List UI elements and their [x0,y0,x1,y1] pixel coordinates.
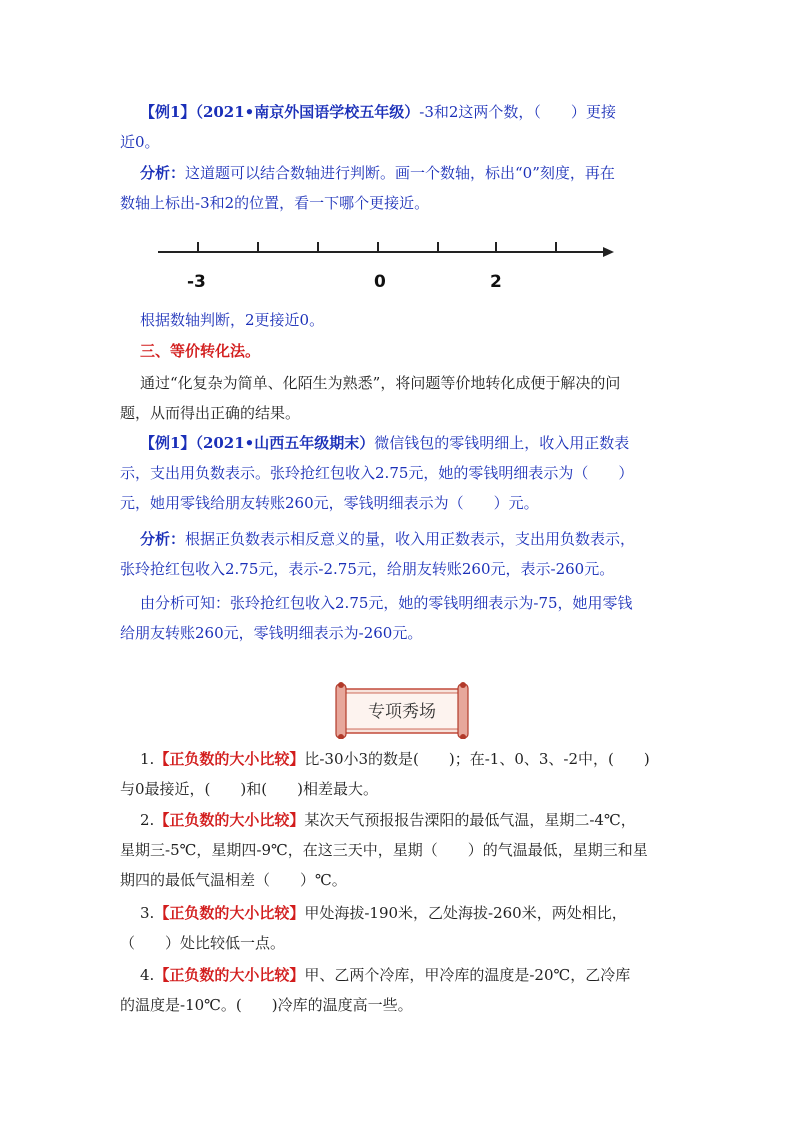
example-2-line3: 元，她用零钱给朋友转账260元，零钱明细表示为（ ）元。 [120,494,539,512]
exercise-3-num: 3. [140,904,155,922]
exercise-3 [120,898,675,958]
exercise-2 [120,805,675,895]
example-1-text-part1: -3和2这两个数，（ ）更接 [419,103,616,121]
exercise-1 [120,744,675,804]
exercise-2-line3: 期四的最低气温相差（ ）℃。 [120,871,347,889]
conclusion-2-line1: 由分析可知：张玲抢红包收入2.75元，她的零钱明细表示为-75，她用零钱 [140,594,633,612]
number-line [0,236,793,296]
analysis-2-label: 分析： [140,530,186,548]
analysis-2-line1: 根据正负数表示相反意义的量，收入用正数表示，支出用负数表示， [185,530,636,548]
exercise-1-line2: 与0最接近，( )和( )相差最大。 [120,780,378,798]
analysis-1-line1: 这道题可以结合数轴进行判断。画一个数轴，标出“0”刻度，再在 [185,164,615,182]
exercise-4 [120,960,675,1020]
section-3-body [120,368,675,428]
example-2-source: （2021•山西五年级期末） [195,434,375,452]
axis-label-neg3: -3 [187,272,206,292]
exercise-1-num: 1. [140,750,155,768]
exercise-3-tag: 【正负数的大小比较】 [154,904,305,922]
section-3-line1: 通过“化复杂为简单、化陌生为熟悉”，将问题等价地转化成便于解决的问 [140,374,621,392]
example-1-question [120,97,675,157]
exercise-4-tag: 【正负数的大小比较】 [154,966,305,984]
exercise-2-tag: 【正负数的大小比较】 [154,811,305,829]
analysis-1 [120,158,675,218]
example-2-line1: 微信钱包的零钱明细上，收入用正数表 [374,434,630,452]
conclusion-1: 根据数轴判断，2更接近0。 [140,311,325,329]
analysis-1-line2: 数轴上标出-3和2的位置，看一下哪个更接近。 [120,194,430,212]
axis-label-0: 0 [374,272,386,292]
exercise-4-num: 4. [140,966,155,984]
example-2-label: 【例1】 [140,434,196,452]
exercise-1-tag: 【正负数的大小比较】 [154,750,305,768]
example-1-source: （2021•南京外国语学校五年级） [195,103,420,121]
banner-title: 专项秀场 [368,702,436,722]
analysis-1-label: 分析： [140,164,186,182]
example-1-text-part2: 近0。 [120,133,160,151]
exercise-1-line1: 比-30小3的数是( )；在-1、0、3、-2中，( ) [304,750,650,768]
section-3-title: 三、等价转化法。 [140,342,261,360]
analysis-2 [120,524,675,584]
conclusion-2-line2: 给朋友转账260元，零钱明细表示为-260元。 [120,624,423,642]
exercise-2-line2: 星期三-5℃，星期四-9℃，在这三天中，星期（ ）的气温最低，星期三和星 [120,841,648,859]
exercise-3-line2: （ ）处比较低一点。 [120,934,286,952]
section-banner [333,681,471,739]
exercise-4-line2: 的温度是-10℃。( )冷库的温度高一些。 [120,996,413,1014]
exercise-4-line1: 甲、乙两个冷库，甲冷库的温度是-20℃，乙冷库 [304,966,631,984]
section-3-line2: 题，从而得出正确的结果。 [120,404,301,422]
number-line-arrow [603,247,614,257]
exercise-2-line1: 某次天气预报报告溧阳的最低气温，星期二-4℃， [304,811,636,829]
example-2-line2: 示，支出用负数表示。张玲抢红包收入2.75元，她的零钱明细表示为（ ） [120,464,634,482]
analysis-2-line2: 张玲抢红包收入2.75元，表示-2.75元，给朋友转账260元，表示-260元。 [120,560,615,578]
exercise-2-num: 2. [140,811,155,829]
exercise-3-line1: 甲处海拔-190米，乙处海拔-260米，两处相比， [304,904,627,922]
example-1-label: 【例1】 [140,103,196,121]
conclusion-2 [120,588,675,648]
axis-label-2: 2 [490,272,502,292]
example-2-question [120,428,675,518]
